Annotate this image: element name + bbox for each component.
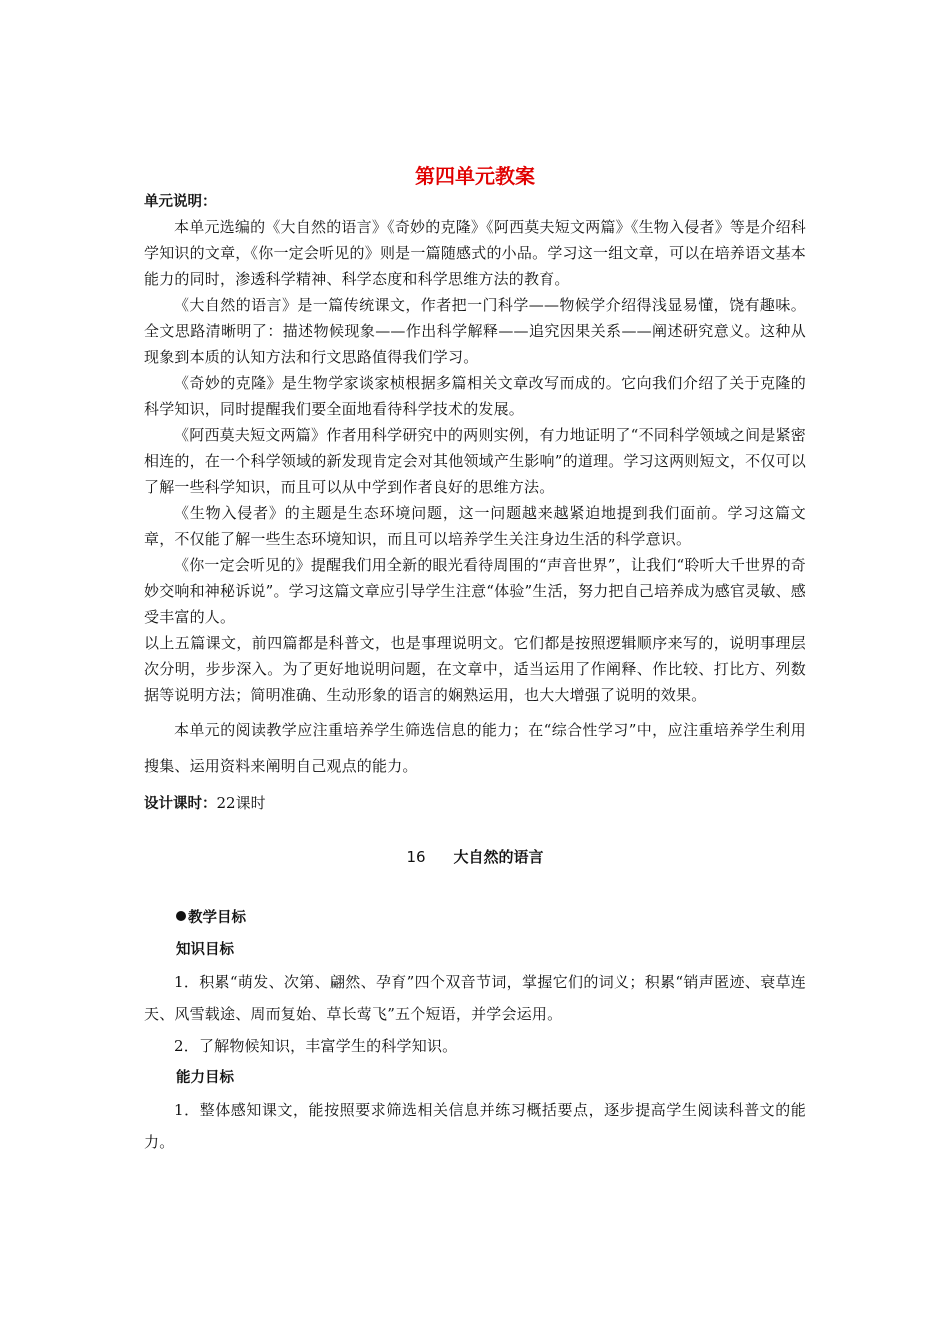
paragraph: 《阿西莫夫短文两篇》作者用科学研究中的两则实例，有力地证明了“不同科学领域之间是紧密相连的，在一个科学领域的新发现肯定会对其他领域产生影响”的道理。学习这两则短文，不仅可以了解一些科学知识，而且可以从中学到作者良好的思维方法。 xyxy=(144,426,806,496)
lesson-number: 16 xyxy=(406,848,426,866)
paragraph: 《生物入侵者》的主题是生态环境问题，这一问题越来越紧迫地提到我们面前。学习这篇文章，不仅能了解一些生态环境知识，而且可以培养学生关注身边生活的科学意识。 xyxy=(144,504,806,548)
reading-paragraph: 本单元的阅读教学应注重培养学生筛选信息的能力；在“综合性学习”中，应注重培养学生利用搜集、运用资料来阐明自己观点的能力。 xyxy=(144,721,806,775)
bullet-icon xyxy=(176,911,186,921)
paragraph: 《你一定会听见的》提醒我们用全新的眼光看待周围的“声音世界”，让我们“聆听大千世界的奇妙交响和神秘诉说”。学习这篇文章应引导学生注意“体验”生活，努力把自己培养成为感官灵敏、感受丰富的人。 xyxy=(144,556,807,626)
unit-heading: 单元说明： xyxy=(144,194,217,210)
ability-heading: 能力目标 xyxy=(176,1070,234,1086)
paragraph: 《奇妙的克隆》是生物学家谈家桢根据多篇相关文章改写而成的。它向我们介绍了关于克隆的科学知识，同时提醒我们要全面地看待科学技术的发展。 xyxy=(144,374,806,418)
paragraph: 《大自然的语言》是一篇传统课文，作者把一门科学——物候学介绍得浅显易懂，饶有趣味。全文思路清晰明了：描述物候现象——作出科学解释——追究因果关系——阐述研究意义。这种从现象到本质的认知方法和行文思路值得我们学习。 xyxy=(144,296,806,366)
unit-description xyxy=(144,190,806,821)
knowledge-heading: 知识目标 xyxy=(176,942,234,958)
paragraph: 本单元选编的《大自然的语言》《奇妙的克隆》《阿西莫夫短文两篇》《生物入侵者》等是介绍科学知识的文章，《你一定会听见的》则是一篇随感式的小品。学习这一组文章，可以在培养语文基本能力的同时，渗透科学精神、科学态度和科学思维方法的教育。 xyxy=(144,218,806,288)
summary-paragraph: 以上五篇课文，前四篇都是科普文，也是事理说明文。它们都是按照逻辑顺序来写的，说明事理层次分明，步步深入。为了更好地说明问题，在文章中，适当运用了作阐释、作比较、打比方、列数据等说明方法；简明准确、生动形象的语言的娴熟运用，也大大增强了说明的效果。 xyxy=(144,634,806,704)
lesson-name: 大自然的语言 xyxy=(453,848,544,866)
teaching-goals xyxy=(144,902,806,1158)
knowledge-item: 2．了解物候知识，丰富学生的科学知识。 xyxy=(174,1037,458,1055)
lesson-title xyxy=(0,846,950,867)
design-hours xyxy=(144,786,806,821)
hours-label: 设计课时： xyxy=(144,796,217,812)
knowledge-item: 1．积累“萌发、次第、翩然、孕育”四个双音节词，掌握它们的词义；积累“销声匿迹、衰草连天、风雪载途、周而复始、草长莺飞”五个短语，并学会运用。 xyxy=(144,973,806,1023)
hours-value: 22课时 xyxy=(216,794,266,812)
ability-item: 1．整体感知课文，能按照要求筛选相关信息并练习概括要点，逐步提高学生阅读科普文的能力。 xyxy=(144,1101,806,1151)
document-title: 第四单元教案 xyxy=(415,164,535,188)
goals-heading xyxy=(144,902,806,934)
goals-heading-text: 教学目标 xyxy=(188,910,246,926)
